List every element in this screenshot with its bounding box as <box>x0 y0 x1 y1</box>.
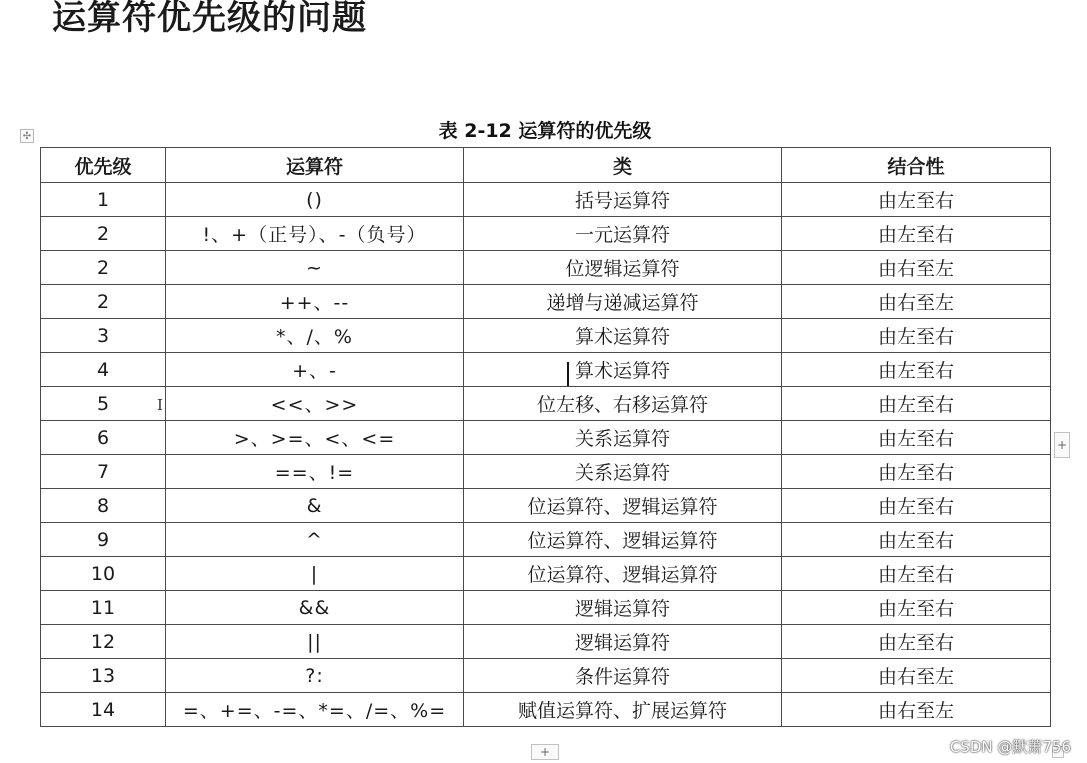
cell-operators[interactable]: | <box>166 557 464 591</box>
cell-operators[interactable]: ^ <box>166 523 464 557</box>
table-row <box>41 353 1051 387</box>
cell-associativity[interactable]: 由左至右 <box>782 455 1051 489</box>
add-column-button[interactable]: + <box>1054 432 1070 458</box>
cell-operators[interactable]: ==、!= <box>166 455 464 489</box>
header-operators: 运算符 <box>166 148 464 183</box>
cell-associativity[interactable]: 由右至左 <box>782 659 1051 693</box>
table-caption: 表 2-12 运算符的优先级 <box>438 120 652 142</box>
cell-operators[interactable]: +、- <box>166 353 464 387</box>
cell-operators[interactable]: =、+=、-=、*=、/=、%= <box>166 693 464 727</box>
cell-operators[interactable]: !、+（正号）、-（负号） <box>166 217 464 251</box>
cell-priority[interactable]: 13 <box>41 659 166 693</box>
cell-associativity[interactable]: 由左至右 <box>782 557 1051 591</box>
cell-category[interactable]: 位左移、右移运算符 <box>464 387 782 421</box>
cell-priority[interactable]: 11 <box>41 591 166 625</box>
table-row <box>41 421 1051 455</box>
cell-associativity[interactable]: 由左至右 <box>782 625 1051 659</box>
cell-category[interactable]: 算术运算符 <box>464 319 782 353</box>
table-row <box>41 659 1051 693</box>
cell-priority[interactable]: 8 <box>41 489 166 523</box>
cell-category[interactable]: 逻辑运算符 <box>464 625 782 659</box>
table-move-handle-icon[interactable]: ✣ <box>20 129 34 143</box>
cell-category[interactable]: 位运算符、逻辑运算符 <box>464 489 782 523</box>
cell-associativity[interactable]: 由左至右 <box>782 353 1051 387</box>
cell-associativity[interactable]: 由右至左 <box>782 251 1051 285</box>
i-beam-cursor-icon: I <box>157 396 163 414</box>
cell-operators[interactable]: () <box>166 183 464 217</box>
cell-category[interactable]: 位运算符、逻辑运算符 <box>464 523 782 557</box>
table-row <box>41 217 1051 251</box>
cell-operators[interactable]: & <box>166 489 464 523</box>
table-row <box>41 455 1051 489</box>
watermark: CSDN @默萧756 <box>949 738 1071 756</box>
cell-priority[interactable]: 6 <box>41 421 166 455</box>
cell-associativity[interactable]: 由左至右 <box>782 591 1051 625</box>
cell-associativity[interactable]: 由左至右 <box>782 421 1051 455</box>
cell-associativity[interactable]: 由左至右 <box>782 387 1051 421</box>
cell-priority[interactable]: 4 <box>41 353 166 387</box>
cell-category[interactable]: 递增与递减运算符 <box>464 285 782 319</box>
cell-priority[interactable]: 1 <box>41 183 166 217</box>
cell-associativity[interactable]: 由右至左 <box>782 285 1051 319</box>
cell-category[interactable]: 一元运算符 <box>464 217 782 251</box>
cell-operators[interactable]: ?: <box>166 659 464 693</box>
cell-associativity[interactable]: 由左至右 <box>782 319 1051 353</box>
cell-category[interactable]: 算术运算符 <box>464 353 782 387</box>
cell-priority[interactable]: 10 <box>41 557 166 591</box>
header-associativity: 结合性 <box>782 148 1051 183</box>
cell-operators[interactable]: && <box>166 591 464 625</box>
cell-operators[interactable]: ++、-- <box>166 285 464 319</box>
cell-category[interactable]: 条件运算符 <box>464 659 782 693</box>
table-row <box>41 319 1051 353</box>
cell-category[interactable]: 位逻辑运算符 <box>464 251 782 285</box>
cell-priority[interactable]: 14 <box>41 693 166 727</box>
table-row <box>41 557 1051 591</box>
cell-associativity[interactable]: 由左至右 <box>782 489 1051 523</box>
table-row <box>41 591 1051 625</box>
cell-category[interactable]: 关系运算符 <box>464 421 782 455</box>
cell-operators[interactable]: *、/、% <box>166 319 464 353</box>
table-header-row <box>41 148 1051 183</box>
table-row <box>41 183 1051 217</box>
table-row <box>41 251 1051 285</box>
cell-operators[interactable]: ~ <box>166 251 464 285</box>
cell-category[interactable]: 括号运算符 <box>464 183 782 217</box>
cell-associativity[interactable]: 由右至左 <box>782 693 1051 727</box>
cell-priority[interactable]: 2 <box>41 285 166 319</box>
table-row <box>41 489 1051 523</box>
add-row-button[interactable]: + <box>531 744 559 760</box>
cell-category[interactable]: 关系运算符 <box>464 455 782 489</box>
operator-precedence-table <box>40 147 1051 727</box>
table-row <box>41 693 1051 727</box>
table-row <box>41 387 1051 421</box>
cell-priority[interactable]: 7 <box>41 455 166 489</box>
cell-associativity[interactable]: 由左至右 <box>782 523 1051 557</box>
cell-priority[interactable]: 5 <box>41 387 166 421</box>
cell-category[interactable]: 逻辑运算符 <box>464 591 782 625</box>
cell-priority[interactable]: 9 <box>41 523 166 557</box>
table-row <box>41 285 1051 319</box>
header-category: 类 <box>464 148 782 183</box>
page-heading: 运算符优先级的问题 <box>52 0 367 38</box>
cell-associativity[interactable]: 由左至右 <box>782 183 1051 217</box>
text-caret <box>567 362 569 386</box>
cell-category[interactable]: 赋值运算符、扩展运算符 <box>464 693 782 727</box>
cell-priority[interactable]: 12 <box>41 625 166 659</box>
cell-operators[interactable]: || <box>166 625 464 659</box>
cell-operators[interactable]: <<、>> <box>166 387 464 421</box>
table-row <box>41 625 1051 659</box>
cell-priority[interactable]: 2 <box>41 217 166 251</box>
cell-priority[interactable]: 2 <box>41 251 166 285</box>
cell-associativity[interactable]: 由左至右 <box>782 217 1051 251</box>
header-priority: 优先级 <box>41 148 166 183</box>
cell-priority[interactable]: 3 <box>41 319 166 353</box>
table-row <box>41 523 1051 557</box>
cell-category[interactable]: 位运算符、逻辑运算符 <box>464 557 782 591</box>
cell-operators[interactable]: >、>=、<、<= <box>166 421 464 455</box>
